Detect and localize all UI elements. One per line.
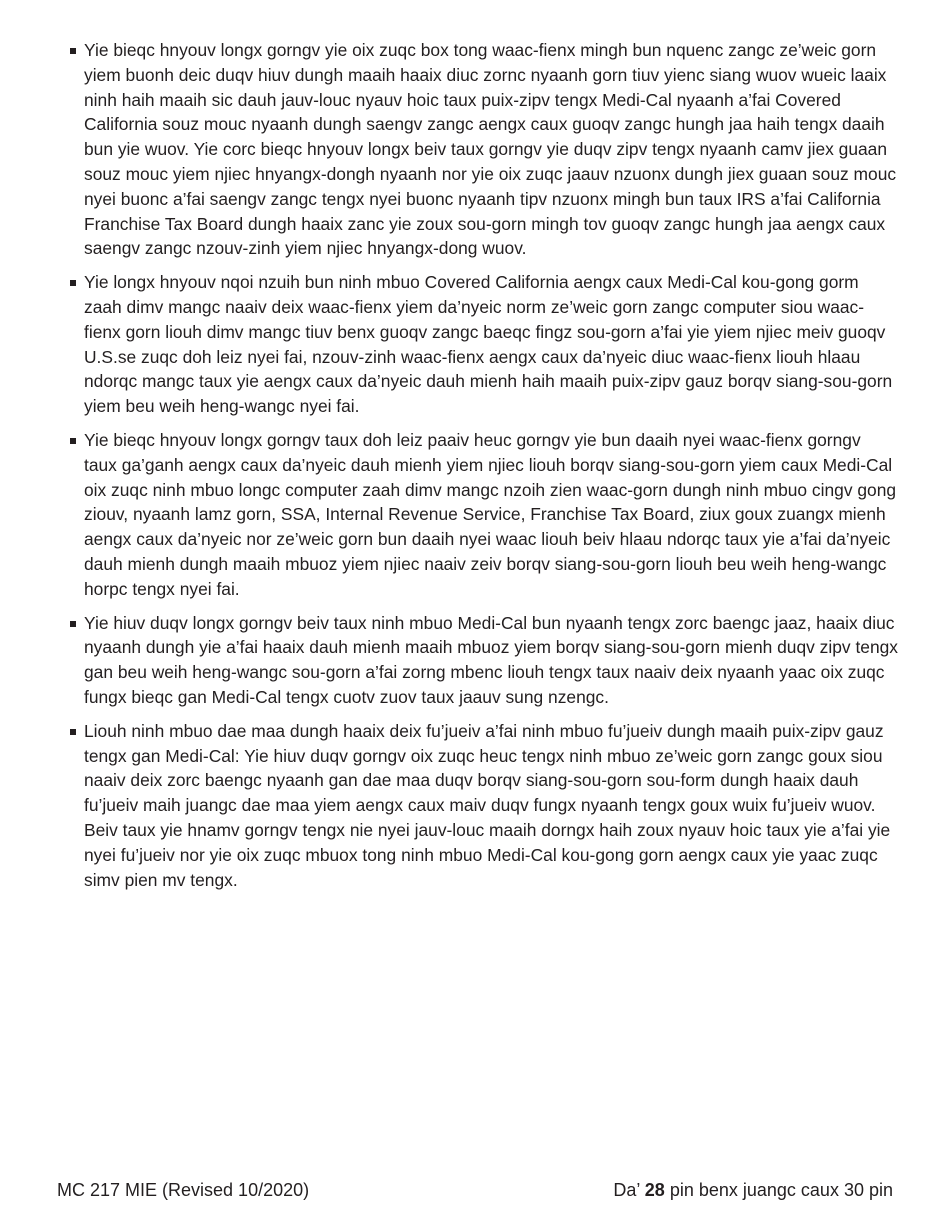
page-suffix: pin benx juangc caux 30 pin bbox=[669, 1180, 893, 1200]
paragraph-text: Yie bieqc hnyouv longx gorngv yie oix zuqc box tong waac-fienx mingh bun nquenc zangc ze’weic gorn yiem buonh deic duqv hiuv dungh maaih haaix diuc zornc nyaanh gorn tiuv yienc siang wuov wueic laaix ninh haih maaih sic dauh jauv-louc nyauv hoic taux puix-zipv tengx Medi-Cal nyaanh a’fai Covered California souz mouc nyaanh dungh saengv zangc aengx caux guoqv zangc hungh jaa haih tengx daaih bun yie wuov. Yie corc bieqc hnyouv longx beiv taux gorngv yie duqv zipv tengx nyaanh camv jiex guaan souz mouc yiem njiec hnyangx-dongh nyaanh nor yie oix zuqc jaauv nzuonx dungh jiex guaan souz mouc nyei buonc a’fai saengv zangc tengx nyei buonc nyaanh tipv nzuonx mingh bun taux IRS a’fai California Franchise Tax Board dungh haaix zanc yie zoux sou-gorn mingh tov guoqv zangc hungh jaa aengx caux saengv zangc nzouv-zinh yiem njiec hnyangx-dong wuov. bbox=[84, 40, 897, 259]
square-bullet-icon bbox=[70, 48, 76, 54]
square-bullet-icon bbox=[70, 621, 76, 627]
form-id: MC 217 MIE (Revised 10/2020) bbox=[57, 1180, 310, 1200]
list-item bbox=[66, 428, 898, 602]
square-bullet-icon bbox=[70, 280, 76, 286]
paragraph-text: Yie hiuv duqv longx gorngv beiv taux ninh mbuo Medi-Cal bun nyaanh tengx zorc baengc jaaz, haaix diuc nyaanh dungh yie a’fai haaix dauh mienh maaih mbuoz yiem borqv siang-sou-gorn mienh duqv zipv tengx gan beu weih heng-wangc sou-gorn a’fai zorng mbenc liouh tengx taux naaiv deix nyaanh yaac oix zuqc fungx bieqc gan Medi-Cal tengx cuotv zuov taux jaauv sung nzengc. bbox=[84, 612, 898, 707]
paragraph-text: Yie longx hnyouv nqoi nzuih bun ninh mbuo Covered California aengx caux Medi-Cal kou-gong gorm zaah dimv mangc naaiv deix waac-fienx yiem da’nyeic norm ze’weic gorn zangc computer siou waac-fienx gorn liouh dimv mangc tiuv benx guoqv zangc baeqc fingz sou-gorn a’fai yie yiem njiec meiv guoqv U.S.se zuqc doh leiz nyei fai, nzouv-zinh waac-fienx aengx caux da’nyeic diuc waac-fienx liouh hlaau ndorqc mangc taux yie aengx caux da’nyeic dauh mienh haih maaih puix-zipv gauz borqv siang-sou-gorn yiem beu weih heng-wangc nyei fai. bbox=[84, 272, 893, 417]
list-item bbox=[66, 38, 898, 261]
square-bullet-icon bbox=[70, 438, 76, 444]
page-prefix: Da’ bbox=[613, 1180, 640, 1200]
bullet-list bbox=[66, 38, 898, 892]
list-item bbox=[66, 270, 898, 419]
page-indicator bbox=[613, 1178, 893, 1202]
paragraph-text: Yie bieqc hnyouv longx gorngv taux doh leiz paaiv heuc gorngv yie bun daaih nyei waac-fienx gorngv taux ga’ganh aengx caux da’nyeic dauh mienh yiem njiec liouh borqv siang-sou-gorn yiem caux Medi-Cal oix zuqc ninh mbuo longc computer zaah dimv mangc nzoih zien waac-gorn dungh ninh mbuo cingv gong ziouv, nyaanh lamz gorn, SSA, Internal Revenue Service, Franchise Tax Board, ziux goux zuangx mienh aengx caux da’nyeic nor ze’weic gorn bun daaih nyei waac liouh beiv hlaau ndorqc taux yie a’fai da’nyeic dauh mienh dungh maaih mbuoz yiem njiec naaiv zeiv borqv siang-sou-gorn liouh beu weih heng-wangc horpc tengx nyei fai. bbox=[84, 429, 897, 599]
list-item bbox=[66, 719, 898, 893]
list-item bbox=[66, 611, 898, 710]
document-body bbox=[66, 38, 898, 901]
square-bullet-icon bbox=[70, 729, 76, 735]
page-number: 28 bbox=[644, 1180, 665, 1200]
page-footer bbox=[57, 1178, 893, 1202]
paragraph-text: Liouh ninh mbuo dae maa dungh haaix deix fu’jueiv a’fai ninh mbuo fu’jueiv dungh maaih puix-zipv gauz tengx gan Medi-Cal: Yie hiuv duqv gorngv oix zuqc heuc tengx ninh mbuo ze’weic gorn zangc goux siou naaiv deix zorc baengc nyaanh gan dae maa duqv borqv siang-sou-gorn sou-form dungh haaix dauh fu’jueiv maih juangc dae maa yiem aengx caux maiv duqv fungx nyaanh tengx goux wuix fu’jueiv wuov. Beiv taux yie hnamv gorngv tengx nie nyei jauv-louc maaih dorngx haih zoux nyauv hoic taux yie a’fai yie nyei fu’jueiv nor yie oix zuqc mbuox tong ninh mbuo Medi-Cal kou-gong gorn aengx caux yie yaac zuqc simv pien mv tengx. bbox=[84, 720, 891, 890]
